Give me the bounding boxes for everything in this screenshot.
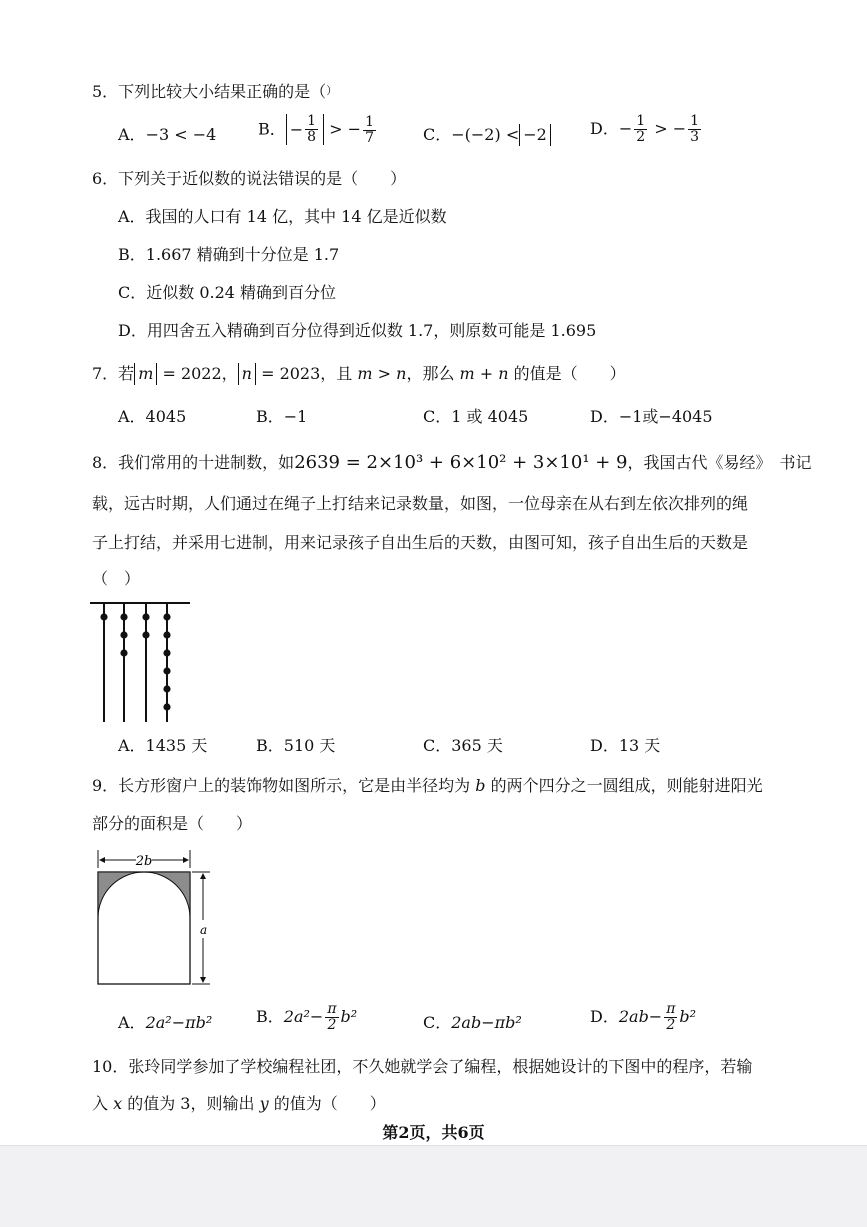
q6-option-d: D．用四舍五入精确到百分位得到近似数 1.7，则原数可能是 1.695 — [118, 321, 597, 340]
rope-knot — [120, 649, 127, 656]
option-text: −(−2) < — [451, 125, 520, 144]
rope-knot — [100, 613, 107, 620]
denominator: 7 — [365, 129, 374, 146]
var-x: x — [113, 1094, 123, 1113]
option-label: D． — [590, 119, 619, 138]
comparison: > − — [649, 119, 687, 138]
height-label: a — [200, 923, 208, 937]
q5-option-c — [423, 124, 551, 146]
q7-condition: m > n — [357, 364, 407, 383]
page-footer: 第2页，共6页 — [382, 1123, 485, 1142]
q7-option-d: D．−1或−4045 — [590, 407, 713, 426]
abs-m: m — [134, 363, 157, 385]
rope-knot — [163, 667, 170, 674]
numerator: 1 — [690, 113, 700, 129]
window-figure — [88, 850, 218, 990]
q5-stem-close: ） — [326, 84, 338, 97]
numerator: π — [666, 1001, 676, 1017]
fraction — [325, 1002, 338, 1033]
option-label: C． — [423, 125, 452, 144]
q9-option-b — [256, 1002, 357, 1033]
option-text: 2a²− — [283, 1007, 324, 1026]
denominator: 3 — [690, 129, 700, 145]
option-text: b² — [679, 1007, 697, 1026]
rope-knot — [120, 613, 127, 620]
rope-knot — [120, 631, 127, 638]
fraction — [688, 114, 701, 145]
denominator: 8 — [307, 129, 317, 145]
q10-line1: 10．张玲同学参加了学校编程社团，不久她就学会了编程，根据她设计的下图中的程序，若输 — [92, 1057, 753, 1076]
q7-expression: m + n — [459, 364, 509, 383]
rope-knot — [142, 631, 149, 638]
numerator: 1 — [307, 113, 317, 129]
abs-value — [286, 114, 324, 145]
fraction — [305, 114, 318, 145]
q5-option-b — [258, 114, 378, 146]
window-rect — [98, 872, 190, 984]
rope-knot — [163, 649, 170, 656]
fraction — [664, 1002, 677, 1033]
q8-option-b: B．510 天 — [256, 736, 336, 755]
q8-formula: 2639 = 2×10³ + 6×10² + 3×10¹ + 9 — [294, 452, 628, 473]
minus-sign: − — [289, 119, 304, 139]
abs-value: −2 — [519, 124, 551, 146]
q8-option-a: A．1435 天 — [118, 736, 208, 755]
q7-prefix: 7．若 — [92, 364, 135, 383]
rope-knot — [163, 685, 170, 692]
viewer-margin — [0, 1145, 867, 1227]
option-label: B． — [256, 1007, 284, 1026]
q8-option-c: C．365 天 — [423, 736, 503, 755]
denominator: 2 — [636, 129, 646, 145]
rope-knot — [142, 613, 149, 620]
q9-option-c — [423, 1012, 522, 1034]
q9-line1 — [92, 775, 763, 797]
q5-option-d — [590, 114, 703, 145]
q9-option-d — [590, 1002, 696, 1033]
option-label: A． — [118, 1013, 146, 1032]
rope-knot — [163, 703, 170, 710]
q8-line1-pre: 8．我们常用的十进制数，如 — [92, 453, 295, 472]
q5-stem-text: 5．下列比较大小结果正确的是（ — [92, 82, 327, 101]
q10-line2 — [92, 1093, 386, 1115]
q7-eq1: = 2022， — [157, 364, 238, 383]
q10-line2-mid: 的值为 3，则输出 — [122, 1094, 260, 1113]
q9-line2: 部分的面积是（ ） — [92, 814, 253, 833]
q7-option-c: C．1 或 4045 — [423, 407, 529, 426]
q6-option-a: A．我国的人口有 14 亿，其中 14 亿是近似数 — [118, 207, 447, 226]
q7-option-a: A．4045 — [118, 407, 187, 426]
q5-stem — [92, 80, 337, 103]
numerator: π — [327, 1001, 337, 1017]
q7-stem — [92, 363, 626, 385]
option-label: A． — [118, 125, 146, 144]
q7-suffix: 的值是（ ） — [508, 364, 626, 383]
option-text: 2ab−πb² — [451, 1013, 522, 1032]
q7-mid: ，那么 — [406, 364, 460, 383]
fraction — [363, 115, 376, 146]
q5-option-a — [118, 124, 216, 146]
option-text: −3 < −4 — [145, 125, 217, 144]
var-b: b — [475, 776, 486, 795]
q6-stem: 6．下列关于近似数的说法错误的是（ ） — [92, 169, 407, 188]
option-text: 2a²−πb² — [145, 1013, 213, 1032]
option-label: C． — [423, 1013, 452, 1032]
q9-line1-post: 的两个四分之一圆组成，则能射进阳光 — [485, 776, 763, 795]
option-label: B． — [258, 119, 286, 139]
q8-option-d: D．13 天 — [590, 736, 661, 755]
option-label: D． — [590, 1007, 619, 1026]
fraction — [634, 114, 647, 145]
var-y: y — [259, 1094, 269, 1113]
numerator: 1 — [636, 113, 646, 129]
q8-line1 — [92, 452, 812, 474]
q10-line2-post: 的值为（ ） — [268, 1094, 386, 1113]
q7-eq2: = 2023，且 — [255, 364, 358, 383]
q6-option-b: B．1.667 精确到十分位是 1.7 — [118, 245, 340, 264]
knotted-ropes-figure — [86, 598, 196, 726]
minus-sign: − — [618, 119, 633, 138]
q9-line1-pre: 9．长方形窗户上的装饰物如图所示，它是由半径均为 — [92, 776, 476, 795]
denominator: 2 — [666, 1017, 676, 1033]
comparison: > − — [324, 119, 362, 139]
abs-n: n — [238, 363, 256, 385]
option-text: 2ab− — [618, 1007, 663, 1026]
q10-line2-pre: 入 — [92, 1094, 114, 1113]
rope-knot — [163, 631, 170, 638]
denominator: 2 — [327, 1017, 337, 1033]
q9-option-a — [118, 1012, 212, 1034]
q8-line1-post: ，我国古代《易经》 书记 — [627, 453, 812, 472]
q7-option-b: B．−1 — [256, 407, 308, 426]
q8-line3: 子上打结，并采用七进制，用来记录孩子自出生后的天数，由图可知，孩子自出生后的天数是 — [92, 533, 749, 552]
width-label: 2b — [135, 854, 153, 869]
q8-line2: 载，远古时期，人们通过在绳子上打结来记录数量，如图，一位母亲在从右到左依次排列的绳 — [92, 494, 749, 513]
option-text: b² — [340, 1007, 358, 1026]
q6-option-c: C．近似数 0.24 精确到百分位 — [118, 283, 337, 302]
rope-knot — [163, 613, 170, 620]
q8-line4: （ ） — [92, 569, 141, 588]
numerator: 1 — [365, 113, 374, 130]
